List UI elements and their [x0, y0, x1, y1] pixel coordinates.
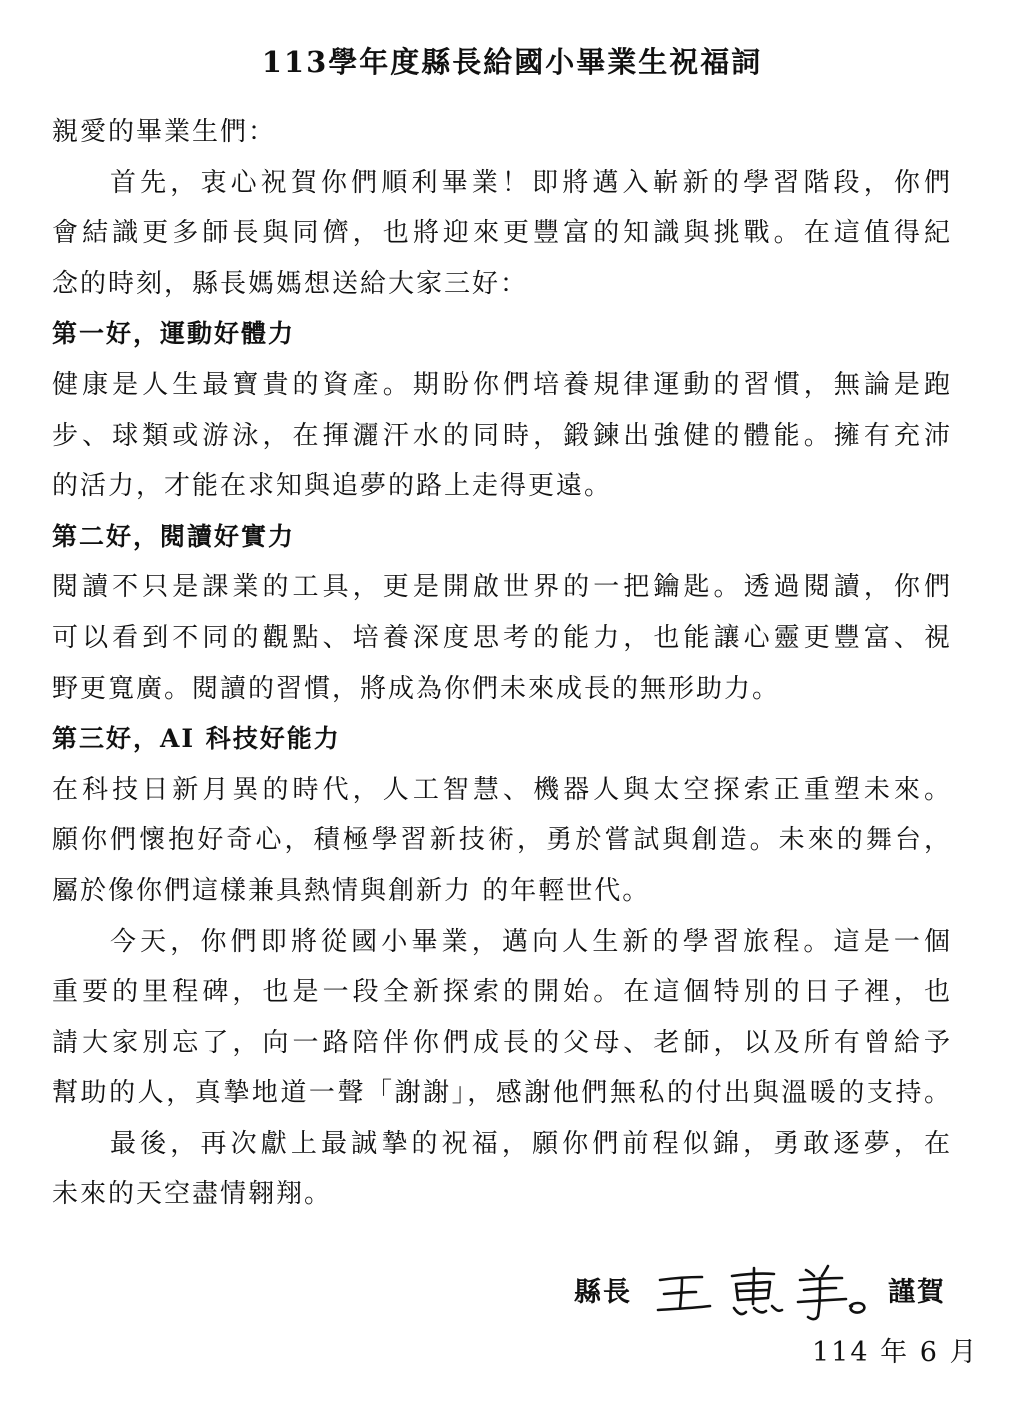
closing-line: 重要的里程碑，也是一段全新探索的開始。在這個特別的日子裡，也 [52, 977, 952, 1008]
closing-line: 幫助的人，真摯地道一聲「謝謝」，感謝他們無私的付出與溫暖的支持。 [52, 1078, 952, 1109]
letter-body [52, 107, 952, 1220]
intro-line: 首先，衷心祝賀你們順利畢業！即將邁入嶄新的學習階段，你們 [110, 167, 952, 198]
intro-line: 念的時刻，縣長媽媽想送給大家三好： [52, 268, 529, 299]
section-line: 野更寬廣。閱讀的習慣，將成為你們未來成長的無形助力。 [52, 673, 781, 704]
section-heading-exercise: 第一好，運動好體力 [52, 319, 296, 349]
closing-line: 請大家別忘了，向一路陪伴你們成長的父母、老師，以及所有曾給予 [52, 1027, 952, 1058]
intro-line: 會結識更多師長與同儕，也將迎來更豐富的知識與挑戰。在這值得紀 [52, 218, 952, 249]
section-line: 的活力，才能在求知與追夢的路上走得更遠。 [52, 471, 613, 502]
letter-date: 114 年 6 月 [812, 1337, 979, 1368]
section-line: 步、球類或游泳，在揮灑汗水的同時，鍛鍊出強健的體能。擁有充沛 [52, 420, 952, 451]
section-line: 屬於像你們這樣兼具熱情與創新力 的年輕世代。 [52, 875, 651, 906]
handwritten-signature [654, 1262, 874, 1322]
salutation: 親愛的畢業生們： [52, 117, 277, 147]
final-line: 未來的天空盡情翱翔。 [52, 1179, 333, 1210]
final-line: 最後，再次獻上最誠摯的祝福，願你們前程似錦，勇敢逐夢，在 [110, 1128, 952, 1159]
section-line: 可以看到不同的觀點、培養深度思考的能力，也能讓心靈更豐富、視 [52, 622, 952, 653]
sign-title: 縣長 [574, 1277, 632, 1308]
document-title: 113學年度縣長給國小畢業生祝福詞 [261, 45, 763, 79]
section-line: 願你們懷抱好奇心，積極學習新技術，勇於嘗試與創造。未來的舞台， [52, 825, 952, 856]
section-line: 健康是人生最寶貴的資產。期盼你們培養規律運動的習慣，無論是跑 [52, 369, 952, 400]
closing-line: 今天，你們即將從國小畢業，邁向人生新的學習旅程。這是一個 [110, 926, 952, 957]
section-line: 在科技日新月異的時代，人工智慧、機器人與太空探索正重塑未來。 [52, 774, 952, 805]
section-heading-reading: 第二好，閱讀好實力 [52, 521, 296, 551]
section-heading-ai: 第三好，AI 科技好能力 [52, 724, 341, 754]
signature-block [570, 1262, 950, 1322]
section-line: 閱讀不只是課業的工具，更是開啟世界的一把鑰匙。透過閱讀，你們 [52, 572, 952, 603]
sign-closing: 謹賀 [888, 1277, 946, 1308]
